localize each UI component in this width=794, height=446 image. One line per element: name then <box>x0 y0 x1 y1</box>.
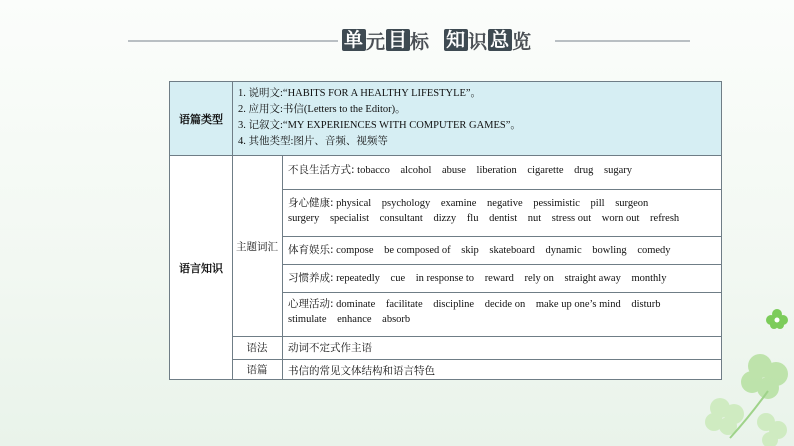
flower-icon <box>765 308 789 330</box>
title-char: 识 <box>468 30 489 53</box>
vocab-word: refresh <box>650 213 680 224</box>
vocab-group-label: 习惯养成: <box>288 272 334 284</box>
vocab-word: in response to <box>415 273 475 284</box>
title-char: 总 <box>490 29 511 51</box>
title-char: 元 <box>366 30 387 53</box>
section-title <box>342 27 532 53</box>
vocab-word: bowling <box>592 245 627 256</box>
divider <box>283 189 721 190</box>
vocab-word: cigarette <box>527 165 564 176</box>
vocab-word: decide on <box>484 299 526 310</box>
list-item: 4. 其他类型:图片、音频、视频等 <box>238 136 388 147</box>
header-line-right <box>555 40 690 42</box>
language-knowledge-label: 语言知识 <box>170 156 233 379</box>
vocab-word: sugary <box>604 165 633 176</box>
vocab-group-mental <box>283 297 721 327</box>
vocab-word: dizzy <box>433 213 457 224</box>
discourse-type-row <box>170 82 721 156</box>
vocab-word: specialist <box>329 213 370 224</box>
vocab-word: discipline <box>433 299 475 310</box>
overview-table <box>169 81 722 380</box>
vocab-group-label: 身心健康: <box>288 197 334 209</box>
vocab-group-label: 心理活动: <box>288 298 334 310</box>
discourse-label: 语篇 <box>232 359 283 379</box>
clover-decoration-icon <box>690 346 794 446</box>
vocab-group-unhealthy <box>283 162 721 182</box>
vocab-word: stimulate <box>288 314 327 325</box>
vocab-word: comedy <box>637 245 671 256</box>
vocab-group-label: 体育娱乐: <box>288 244 334 256</box>
grammar-value: 动词不定式作主语 <box>288 342 372 354</box>
vocab-word: skip <box>461 245 479 256</box>
vocab-word: disturb <box>631 299 661 310</box>
list-item: 3. 记叙文:“MY EXPERIENCES WITH COMPUTER GAMES”。 <box>238 120 521 131</box>
divider <box>232 359 721 360</box>
vocab-word: straight away <box>564 273 621 284</box>
vocab-word: alcohol <box>400 165 432 176</box>
vocab-word: physical <box>336 198 372 209</box>
divider <box>283 264 721 265</box>
header-line-left <box>128 40 338 42</box>
divider <box>232 336 721 337</box>
vocab-word: rely on <box>524 273 554 284</box>
vocab-word: liberation <box>476 165 517 176</box>
vocab-word: make up one’s mind <box>535 299 621 310</box>
vocab-group-health <box>283 196 721 226</box>
vocab-word: pill <box>590 198 605 209</box>
discourse-value: 书信的常见文体结构和语言特色 <box>288 365 435 377</box>
vocab-word: cue <box>390 273 406 284</box>
divider <box>283 292 721 293</box>
divider <box>283 236 721 237</box>
vocab-word: surgeon <box>615 198 649 209</box>
language-knowledge-row <box>170 156 721 379</box>
discourse-type-label: 语篇类型 <box>170 82 233 155</box>
list-item: 1. 说明文:“HABITS FOR A HEALTHY LIFESTYLE”。 <box>238 88 482 99</box>
vocab-word: dynamic <box>545 245 582 256</box>
vocab-word: absorb <box>382 314 411 325</box>
vocab-word: monthly <box>631 273 667 284</box>
vocab-word: compose <box>336 245 374 256</box>
title-char: 单 <box>344 29 365 51</box>
grammar-label: 语法 <box>232 336 283 359</box>
vocab-word: psychology <box>381 198 431 209</box>
vocab-word: be composed of <box>384 245 451 256</box>
vocab-word: repeatedly <box>336 273 380 284</box>
vocab-word: consultant <box>379 213 423 224</box>
vocab-label: 主题词汇 <box>232 156 283 336</box>
vocab-word: dominate <box>336 299 376 310</box>
vocab-word: nut <box>527 213 542 224</box>
title-char: 览 <box>512 30 533 53</box>
title-char: 目 <box>388 29 409 51</box>
vocab-group-habits <box>283 270 721 290</box>
title-char: 标 <box>410 30 431 53</box>
vocab-word: negative <box>487 198 523 209</box>
vocab-group-sports <box>283 242 721 262</box>
vocab-word: abuse <box>441 165 466 176</box>
vocab-word: examine <box>440 198 477 209</box>
vocab-word: enhance <box>337 314 372 325</box>
vocab-word: tobacco <box>357 165 390 176</box>
vocab-word: reward <box>484 273 514 284</box>
vocab-word: worn out <box>601 213 640 224</box>
vocab-word: drug <box>574 165 594 176</box>
vocab-word: flu <box>466 213 479 224</box>
vocab-word: skateboard <box>489 245 535 256</box>
discourse-type-list <box>238 86 521 150</box>
vocab-word: stress out <box>551 213 592 224</box>
vocab-word: surgery <box>288 213 320 224</box>
vocab-word: facilitate <box>385 299 423 310</box>
vocab-group-label: 不良生活方式: <box>288 164 355 176</box>
list-item: 2. 应用文:书信(Letters to the Editor)。 <box>238 104 406 115</box>
vocab-word: dentist <box>489 213 518 224</box>
title-char: 知 <box>446 29 467 51</box>
vocab-word: pessimistic <box>533 198 580 209</box>
